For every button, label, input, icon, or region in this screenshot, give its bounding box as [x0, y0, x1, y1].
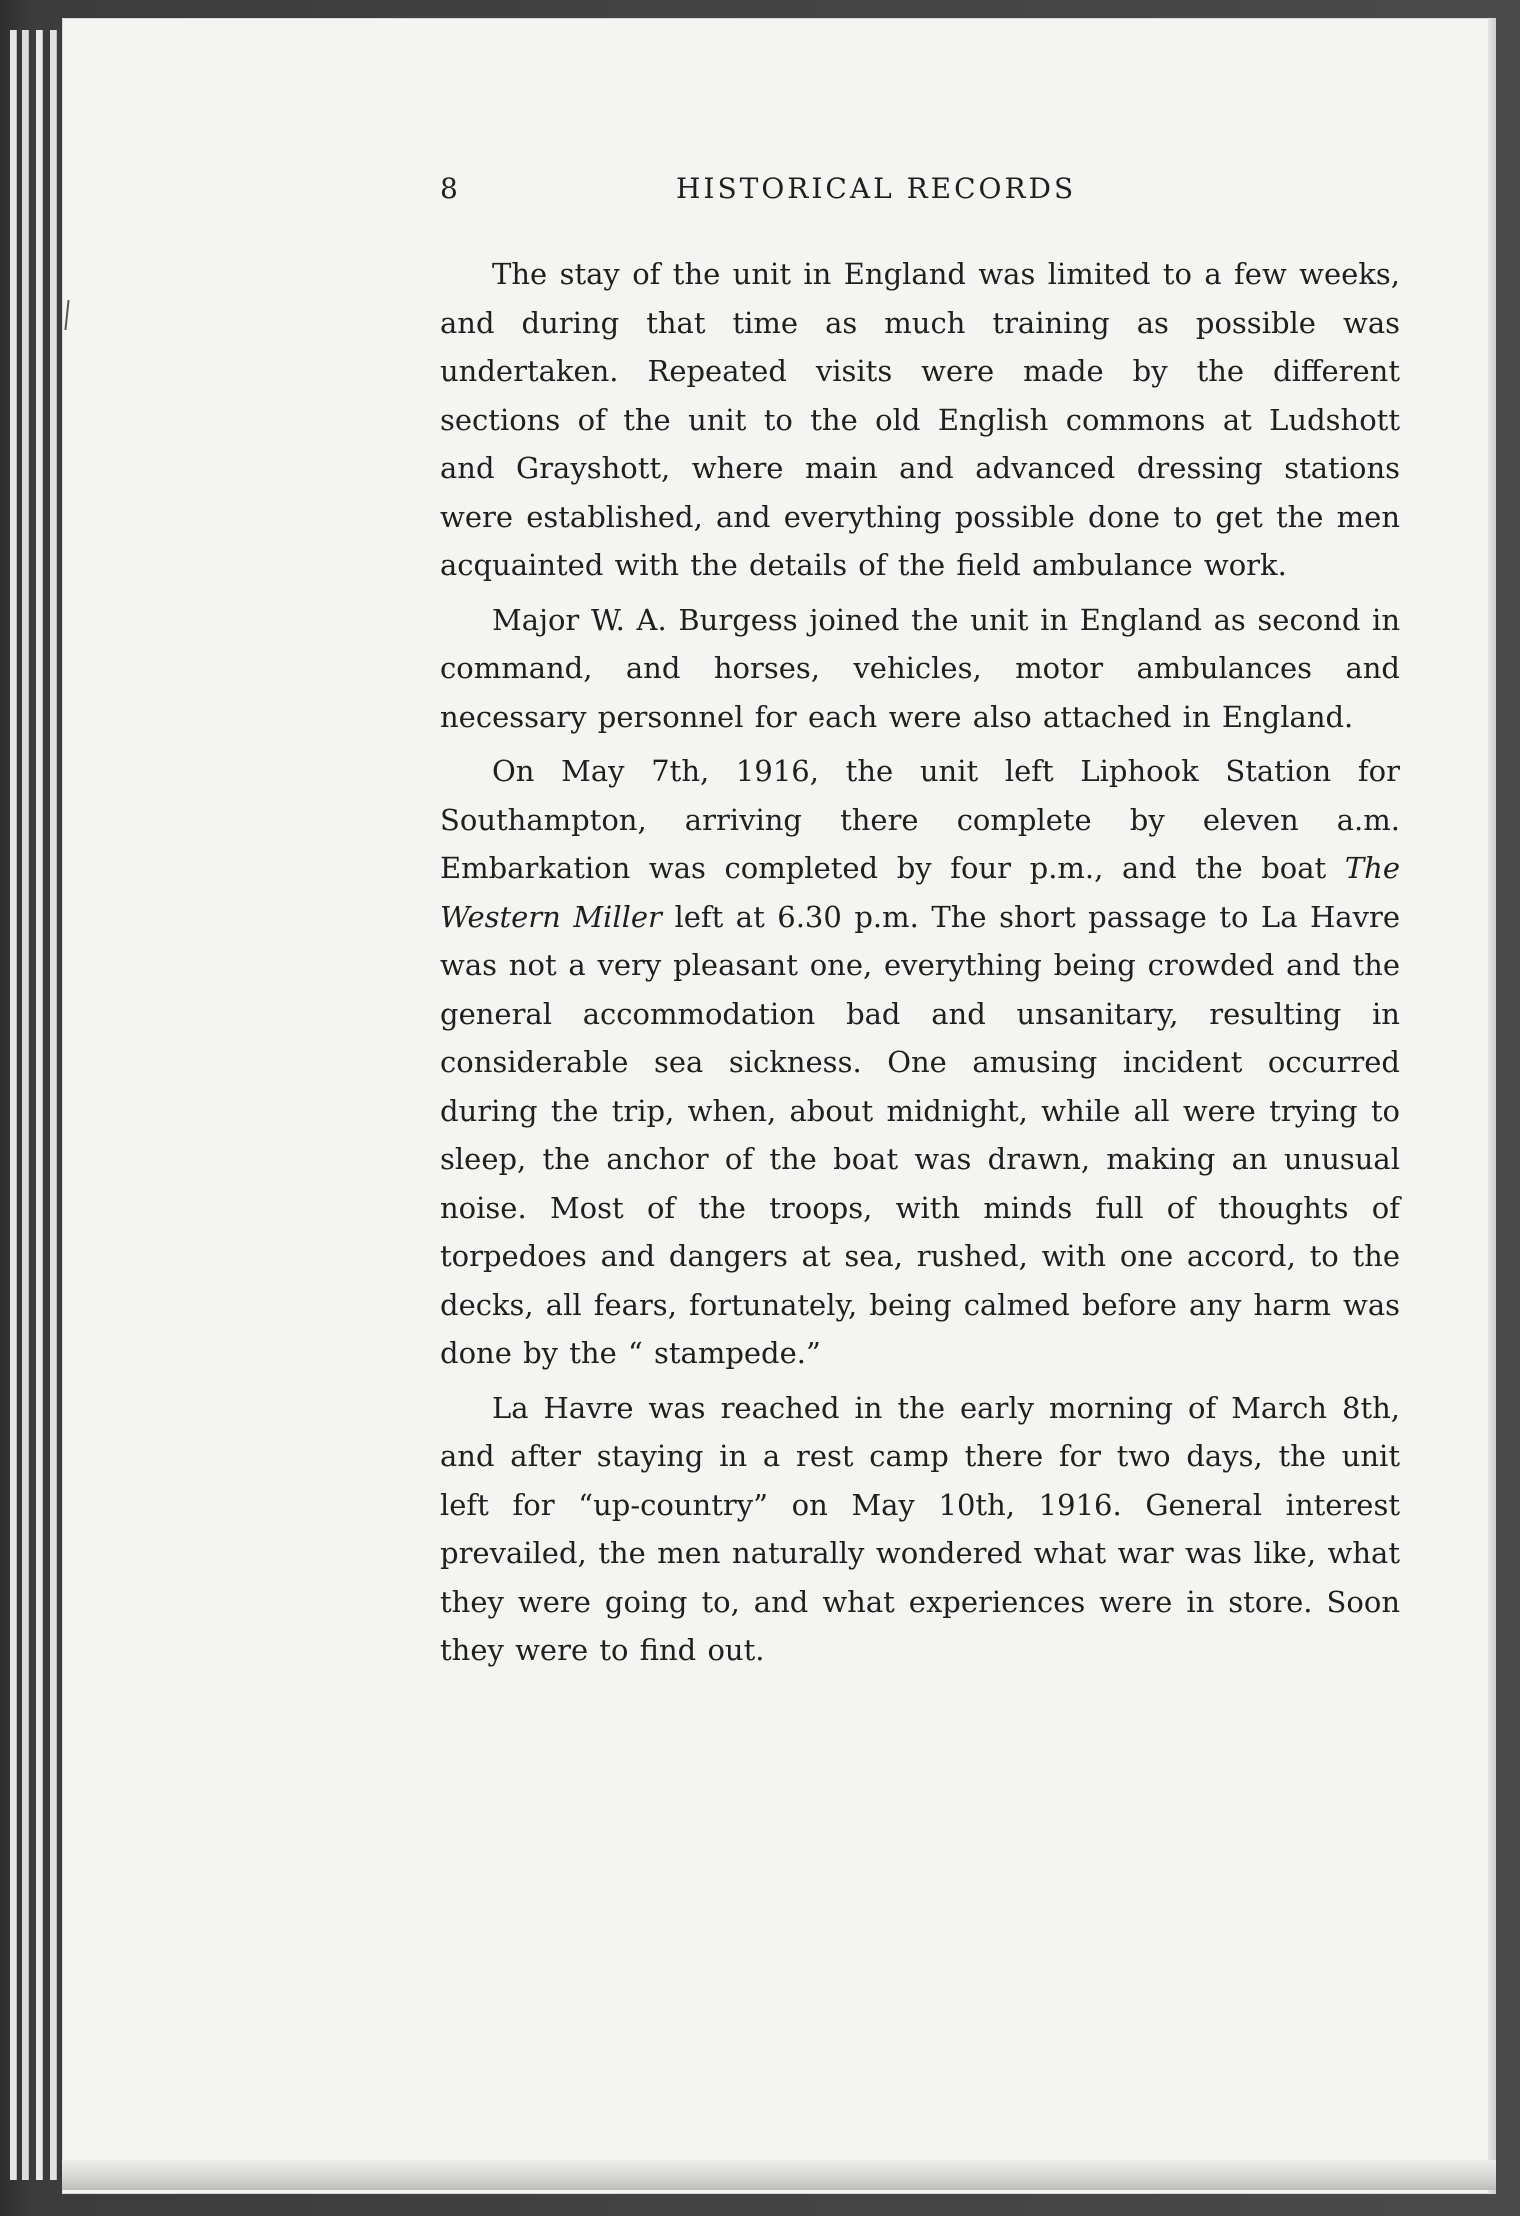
- paragraph-2: Major W. A. Burgess joined the unit in England as second in command, and horses, vehicles, motor ambulances and necessary personnel for each were also attached in England.: [440, 602, 1400, 734]
- paragraph-3-end: left at 6.30 p.m. The short passage to La Havre was not a very pleasant one, everything being crowded and the general accommodation bad and unsanitary, resulting in considerable sea sickness. One amusing incident occurred during the trip, when, about midnight, while all were trying to sleep, the anchor of the boat was drawn, making an unusual noise. Most of the troops, with minds full of thoughts of torpedoes and dangers at sea, rushed, with one accord, to the decks, all fears, fortunately, being calmed before any harm was done by the “ stampede.”: [440, 899, 1400, 1370]
- paragraph-3: [440, 747, 1400, 1378]
- page-edge: [36, 30, 43, 2180]
- page-text-block: [440, 172, 1400, 1675]
- page-number: 8: [440, 172, 459, 205]
- page-bottom-edge: [62, 2160, 1496, 2190]
- page-edge: [22, 30, 29, 2180]
- paragraph-3-start: On May 7th, 1916, the unit left Liphook Station for Southampton, arriving there complete by eleven a.m. Embarkation was completed by four p.m., and the boat: [440, 754, 1400, 885]
- page-edge: [50, 30, 57, 2180]
- page-header: [440, 172, 1400, 212]
- running-head: HISTORICAL RECORDS: [676, 172, 1077, 205]
- page-edge: [10, 30, 17, 2180]
- paragraph-4: La Havre was reached in the early morning of March 8th, and after staying in a rest camp there for two days, the unit left for “up-country” on May 10th, 1916. General interest prevailed, the men naturally wondered what war was like, what they were going to, and what experiences were in store. Soon they were to find out.: [440, 1390, 1400, 1667]
- paragraph-1: The stay of the unit in England was limited to a few weeks, and during that time as much training as possible was undertaken. Repeated visits were made by the different sections of the unit to the old English commons at Ludshott and Grayshott, where main and advanced dressing stations were established, and everything possible done to get the men acquainted with the details of the field ambulance work.: [440, 257, 1400, 582]
- ship-name: The Western Miller: [440, 851, 1400, 934]
